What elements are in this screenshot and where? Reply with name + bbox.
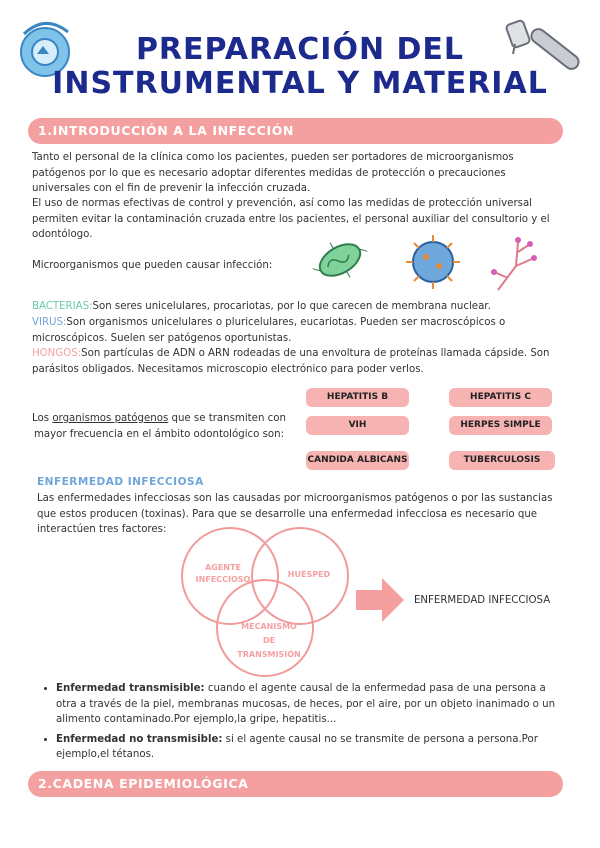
arrow-right-icon	[356, 578, 404, 622]
virus-description	[32, 315, 562, 346]
venn-agent-line1: AGENTE	[205, 563, 241, 572]
list-item: • Enfermedad transmisible: cuando el agente causal de la enfermedad pasa de una persona a otra a través de la piel, membranas mucosas, de heces, por el aire, por un objeto inanimado o un alimento contaminado.Por ejemplo,la gripe, hepatitis...	[56, 681, 566, 728]
bacterias-description	[32, 299, 562, 315]
virus-label: VIRUS:	[32, 317, 67, 328]
bacterias-label: BACTERIAS:	[32, 301, 93, 312]
section-heading-introduccion: 1.INTRODUCCIÓN A LA INFECCIÓN	[28, 118, 563, 144]
microorganisms-intro: Microorganismos que pueden causar infección:	[32, 260, 273, 271]
list-item: • Enfermedad no transmisible: si el agente causal no se transmite de persona a persona.Por ejemplo,el tétanos.	[56, 732, 566, 763]
pathogen-badge: CANDIDA ALBICANS	[306, 451, 409, 470]
venn-agent-line2: INFECCIOSO	[195, 575, 251, 584]
subheading-enfermedad-infecciosa: ENFERMEDAD INFECCIOSA	[37, 476, 204, 488]
hongos-text: Son partículas de ADN o ARN rodeadas de una envoltura de proteínas llamada cápside. Son parásitos obligados. Necesitamos microscopio electrónico para poder verlos.	[32, 348, 550, 375]
intro-paragraph-2: El uso de normas efectivas de control y prevención, así como las medidas de protección universal permiten evitar la contaminación cruzada entre los pacientes, el personal auxiliar del consultorio y el odontólogo.	[32, 198, 550, 240]
intro-paragraph-1: Tanto el personal de la clínica como los pacientes, pueden ser portadores de microorganismos patógenos por lo que es necesario adoptar diferentes medidas de protección o precauciones universales con el fin de prevenir la infección cruzada.	[32, 152, 514, 194]
virus-text: Son organismos unicelulares o pluricelulares, eucariotas. Pueden ser macroscópicos o microscópicos. Suelen ser patógenos oportunistas.	[32, 317, 506, 344]
bacteria-icon	[310, 232, 370, 288]
page-title-line1: PREPARACIÓN DEL	[135, 32, 465, 67]
hongos-description	[32, 346, 562, 377]
virus-icon	[400, 232, 466, 292]
pathogen-badge: HEPATITIS B	[306, 388, 409, 407]
venn-host: HUÉSPED	[287, 570, 331, 579]
pathogen-badge: HERPES SIMPLE	[449, 416, 552, 435]
venn-diagram	[175, 520, 375, 680]
disease-types-list	[38, 681, 566, 767]
pathogen-badge: HEPATITIS C	[449, 388, 552, 407]
pathogen-badge: VIH	[306, 416, 409, 435]
venn-mech-line1: MECANISMO	[241, 622, 297, 631]
venn-mech-line2: DE	[262, 636, 276, 645]
pathogens-link: organismos patógenos	[52, 413, 169, 424]
fungus-icon	[488, 232, 544, 294]
venn-mech-line3: TRANSMISIÓN	[237, 650, 301, 659]
hongos-label: HONGOS:	[32, 348, 82, 359]
venn-result: ENFERMEDAD INFECCIOSA	[414, 595, 551, 606]
section-heading-cadena: 2.CADENA EPIDEMIOLÓGICA	[28, 771, 563, 797]
bacterias-text: Son seres unicelulares, procariotas, por lo que carecen de membrana nuclear.	[92, 301, 491, 312]
pathogen-badge: TUBERCULOSIS	[449, 451, 555, 470]
pathogens-intro: Los organismos patógenos que se transmiten con mayor frecuencia en el ámbito odontológico son:	[32, 413, 286, 440]
page-title-line2: INSTRUMENTAL Y MATERIAL	[52, 66, 548, 101]
disease-paragraph: Las enfermedades infecciosas son las causadas por microorganismos patógenos o por las sustancias que estos producen (toxinas). Para que se desarrolle una enfermedad infecciosa es necesario que interactúen tres factores:	[37, 493, 553, 535]
